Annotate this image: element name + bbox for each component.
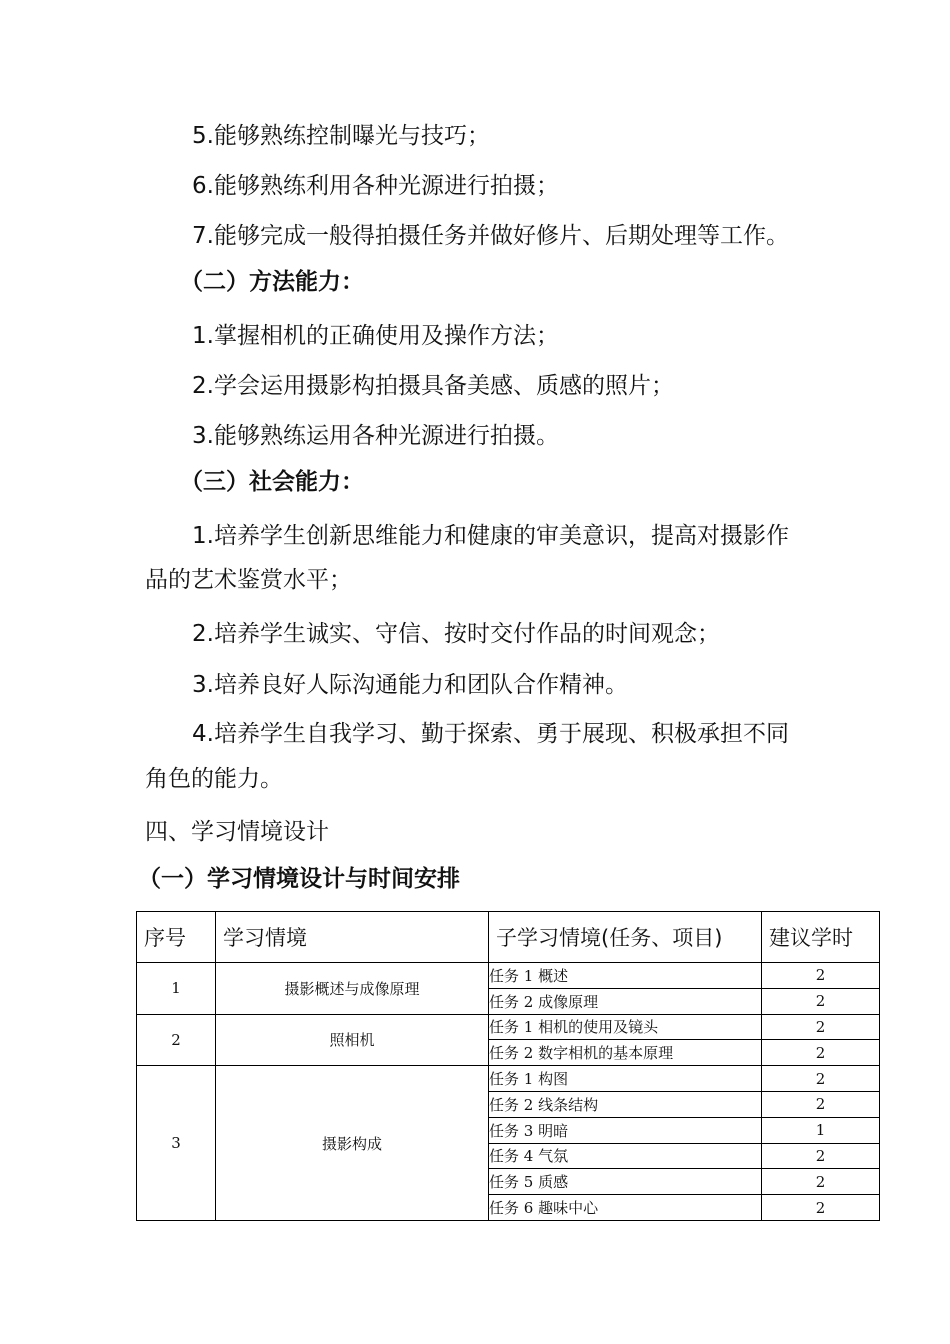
table-row: [137, 963, 880, 989]
task-cell: 任务 2 成像原理: [489, 988, 762, 1014]
group-no: 3: [137, 1066, 216, 1221]
task-cell: 任务 3 明暗: [489, 1117, 762, 1143]
table-header-row: [137, 912, 880, 963]
line-social-1a: 1.培养学生创新思维能力和健康的审美意识，提高对摄影作: [192, 523, 789, 549]
line-social-4b: 角色的能力。: [145, 766, 283, 792]
hours-cell: 2: [762, 1066, 880, 1092]
line-social-1b: 品的艺术鉴赏水平；: [145, 567, 352, 593]
task-cell: 任务 6 趣味中心: [489, 1195, 762, 1221]
task-cell: 任务 1 相机的使用及镜头: [489, 1014, 762, 1040]
line-skill-5: 5.能够熟练控制曝光与技巧；: [192, 123, 490, 149]
line-method-1: 1.掌握相机的正确使用及操作方法；: [192, 323, 559, 349]
group-name: 摄影构成: [216, 1066, 489, 1221]
header-no: 序号: [137, 912, 216, 963]
header-hours: 建议学时: [762, 912, 880, 963]
section-title-4: 四、学习情境设计: [145, 819, 329, 845]
hours-cell: 2: [762, 1014, 880, 1040]
line-method-3: 3.能够熟练运用各种光源进行拍摄。: [192, 423, 559, 449]
group-name: 照相机: [216, 1014, 489, 1066]
table-row: [137, 1066, 880, 1092]
line-social-4a: 4.培养学生自我学习、勤于探索、勇于展现、积极承担不同: [192, 721, 789, 747]
section-subtitle-4-1: （一）学习情境设计与时间安排: [138, 866, 460, 892]
task-cell: 任务 5 质感: [489, 1169, 762, 1195]
hours-cell: 2: [762, 1040, 880, 1066]
hours-cell: 2: [762, 963, 880, 989]
hours-cell: 2: [762, 1195, 880, 1221]
hours-cell: 2: [762, 1169, 880, 1195]
task-cell: 任务 4 气氛: [489, 1143, 762, 1169]
heading-method-ability: （二）方法能力：: [180, 269, 364, 295]
heading-social-ability: （三）社会能力：: [180, 469, 364, 495]
table-row: [137, 1014, 880, 1040]
line-social-2: 2.培养学生诚实、守信、按时交付作品的时间观念；: [192, 621, 720, 647]
group-name: 摄影概述与成像原理: [216, 963, 489, 1015]
schedule-table: [136, 911, 880, 1221]
task-cell: 任务 2 数字相机的基本原理: [489, 1040, 762, 1066]
line-social-3: 3.培养良好人际沟通能力和团队合作精神。: [192, 672, 628, 698]
header-subtask: 子学习情境(任务、项目): [489, 912, 762, 963]
header-situation: 学习情境: [216, 912, 489, 963]
line-skill-6: 6.能够熟练利用各种光源进行拍摄；: [192, 173, 559, 199]
task-cell: 任务 1 构图: [489, 1066, 762, 1092]
group-no: 1: [137, 963, 216, 1015]
group-no: 2: [137, 1014, 216, 1066]
line-skill-7: 7.能够完成一般得拍摄任务并做好修片、后期处理等工作。: [192, 223, 789, 249]
hours-cell: 2: [762, 1143, 880, 1169]
hours-cell: 2: [762, 988, 880, 1014]
task-cell: 任务 1 概述: [489, 963, 762, 989]
task-cell: 任务 2 线条结构: [489, 1091, 762, 1117]
hours-cell: 1: [762, 1117, 880, 1143]
hours-cell: 2: [762, 1091, 880, 1117]
line-method-2: 2.学会运用摄影构拍摄具备美感、质感的照片；: [192, 373, 674, 399]
